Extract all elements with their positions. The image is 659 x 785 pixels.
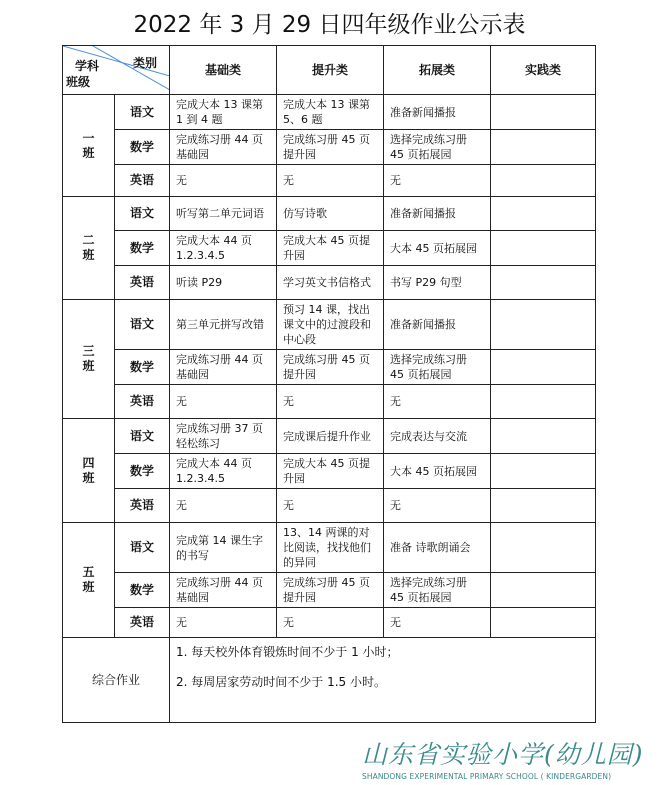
cell-basic: 无 (170, 489, 277, 523)
subject-name: 语文 (115, 300, 170, 350)
subject-name: 英语 (115, 608, 170, 638)
table-row (63, 130, 596, 165)
cell-practice (491, 385, 596, 419)
cell-practice (491, 419, 596, 454)
subject-name: 数学 (115, 573, 170, 608)
table-row (63, 266, 596, 300)
cell-improve: 完成大本 45 页提升园 (277, 231, 384, 266)
cell-practice (491, 300, 596, 350)
table-body (63, 95, 596, 638)
cell-practice (491, 454, 596, 489)
table-row (63, 419, 596, 454)
cell-extend: 无 (384, 385, 491, 419)
class-name: 一 班 (63, 95, 115, 197)
cell-basic: 完成练习册 37 页轻松练习 (170, 419, 277, 454)
cell-practice (491, 197, 596, 231)
header-improve: 提升类 (277, 46, 384, 95)
cell-improve: 13、14 两课的对比阅读，找找他们的异同 (277, 523, 384, 573)
cell-improve: 无 (277, 165, 384, 197)
cell-basic: 听写第二单元词语 (170, 197, 277, 231)
table-row (63, 350, 596, 385)
cell-improve: 预习 14 课，找出课文中的过渡段和中心段 (277, 300, 384, 350)
cell-practice (491, 95, 596, 130)
cell-practice (491, 523, 596, 573)
cell-improve: 无 (277, 489, 384, 523)
cell-basic: 完成练习册 44 页基础园 (170, 573, 277, 608)
cell-improve: 完成课后提升作业 (277, 419, 384, 454)
summary-label: 综合作业 (63, 638, 170, 723)
subject-name: 英语 (115, 266, 170, 300)
cell-improve: 完成练习册 45 页提升园 (277, 130, 384, 165)
class-name: 四 班 (63, 419, 115, 523)
cell-improve: 无 (277, 608, 384, 638)
header-practice: 实践类 (491, 46, 596, 95)
cell-basic: 完成练习册 44 页基础园 (170, 350, 277, 385)
table-row (63, 165, 596, 197)
table-row (63, 608, 596, 638)
cell-basic: 听读 P29 (170, 266, 277, 300)
cell-practice (491, 165, 596, 197)
table-row (63, 454, 596, 489)
cell-extend: 无 (384, 165, 491, 197)
cell-practice (491, 573, 596, 608)
logo-english-name: SHANDONG EXPERIMENTAL PRIMARY SCHOOL ( KINDERGARDEN) (362, 772, 612, 781)
summary-row (63, 638, 596, 723)
cell-extend: 准备新闻播报 (384, 300, 491, 350)
cell-basic: 完成大本 44 页 1.2.3.4.5 (170, 454, 277, 489)
corner-subject-label: 学科 (75, 59, 100, 73)
cell-extend: 选择完成练习册 45 页拓展园 (384, 573, 491, 608)
homework-table (62, 45, 596, 723)
table-row (63, 523, 596, 573)
header-basic: 基础类 (170, 46, 277, 95)
cell-basic: 完成第 14 课生字的书写 (170, 523, 277, 573)
cell-extend: 书写 P29 句型 (384, 266, 491, 300)
cell-basic: 无 (170, 165, 277, 197)
subject-name: 数学 (115, 130, 170, 165)
cell-basic: 完成大本 44 页 1.2.3.4.5 (170, 231, 277, 266)
corner-header (63, 46, 170, 95)
class-name: 五 班 (63, 523, 115, 638)
table-row (63, 489, 596, 523)
page-title: 2022 年 3 月 29 日四年级作业公示表 (133, 12, 526, 38)
cell-improve: 完成练习册 45 页提升园 (277, 573, 384, 608)
cell-practice (491, 130, 596, 165)
cell-extend: 选择完成练习册 45 页拓展园 (384, 130, 491, 165)
subject-name: 语文 (115, 95, 170, 130)
table-row (63, 385, 596, 419)
subject-name: 数学 (115, 231, 170, 266)
header-row (63, 46, 596, 95)
cell-practice (491, 608, 596, 638)
cell-improve: 学习英文书信格式 (277, 266, 384, 300)
cell-practice (491, 266, 596, 300)
cell-extend: 准备 诗歌朗诵会 (384, 523, 491, 573)
cell-practice (491, 231, 596, 266)
school-logo (362, 735, 652, 780)
table-row (63, 197, 596, 231)
cell-extend: 选择完成练习册 45 页拓展园 (384, 350, 491, 385)
cell-extend: 大本 45 页拓展园 (384, 454, 491, 489)
summary-item: 2. 每周居家劳动时间不少于 1.5 小时。 (176, 675, 386, 689)
logo-chinese-name: 山东省实验小学(幼儿园) (362, 740, 644, 769)
table-row (63, 95, 596, 130)
cell-basic: 无 (170, 385, 277, 419)
cell-extend: 大本 45 页拓展园 (384, 231, 491, 266)
header-extend: 拓展类 (384, 46, 491, 95)
cell-improve: 完成大本 45 页提升园 (277, 454, 384, 489)
corner-category-label: 类别 (132, 56, 157, 70)
subject-name: 数学 (115, 454, 170, 489)
cell-improve: 完成练习册 45 页提升园 (277, 350, 384, 385)
table-row (63, 231, 596, 266)
summary-content (170, 638, 596, 723)
cell-extend: 完成表达与交流 (384, 419, 491, 454)
cell-extend: 无 (384, 489, 491, 523)
cell-basic: 无 (170, 608, 277, 638)
cell-basic: 第三单元拼写改错 (170, 300, 277, 350)
subject-name: 语文 (115, 419, 170, 454)
table-row (63, 300, 596, 350)
summary-item: 1. 每天校外体育锻炼时间不少于 1 小时； (176, 645, 399, 659)
subject-name: 英语 (115, 489, 170, 523)
subject-name: 英语 (115, 165, 170, 197)
subject-name: 数学 (115, 350, 170, 385)
cell-extend: 准备新闻播报 (384, 197, 491, 231)
cell-extend: 准备新闻播报 (384, 95, 491, 130)
subject-name: 语文 (115, 197, 170, 231)
table-row (63, 573, 596, 608)
class-name: 二 班 (63, 197, 115, 300)
cell-basic: 完成大本 13 课第 1 到 4 题 (170, 95, 277, 130)
cell-extend: 无 (384, 608, 491, 638)
cell-improve: 仿写诗歌 (277, 197, 384, 231)
cell-practice (491, 350, 596, 385)
cell-improve: 完成大本 13 课第 5、6 题 (277, 95, 384, 130)
subject-name: 英语 (115, 385, 170, 419)
cell-improve: 无 (277, 385, 384, 419)
cell-practice (491, 489, 596, 523)
corner-class-label: 班级 (66, 75, 91, 89)
class-name: 三 班 (63, 300, 115, 419)
cell-basic: 完成练习册 44 页基础园 (170, 130, 277, 165)
subject-name: 语文 (115, 523, 170, 573)
